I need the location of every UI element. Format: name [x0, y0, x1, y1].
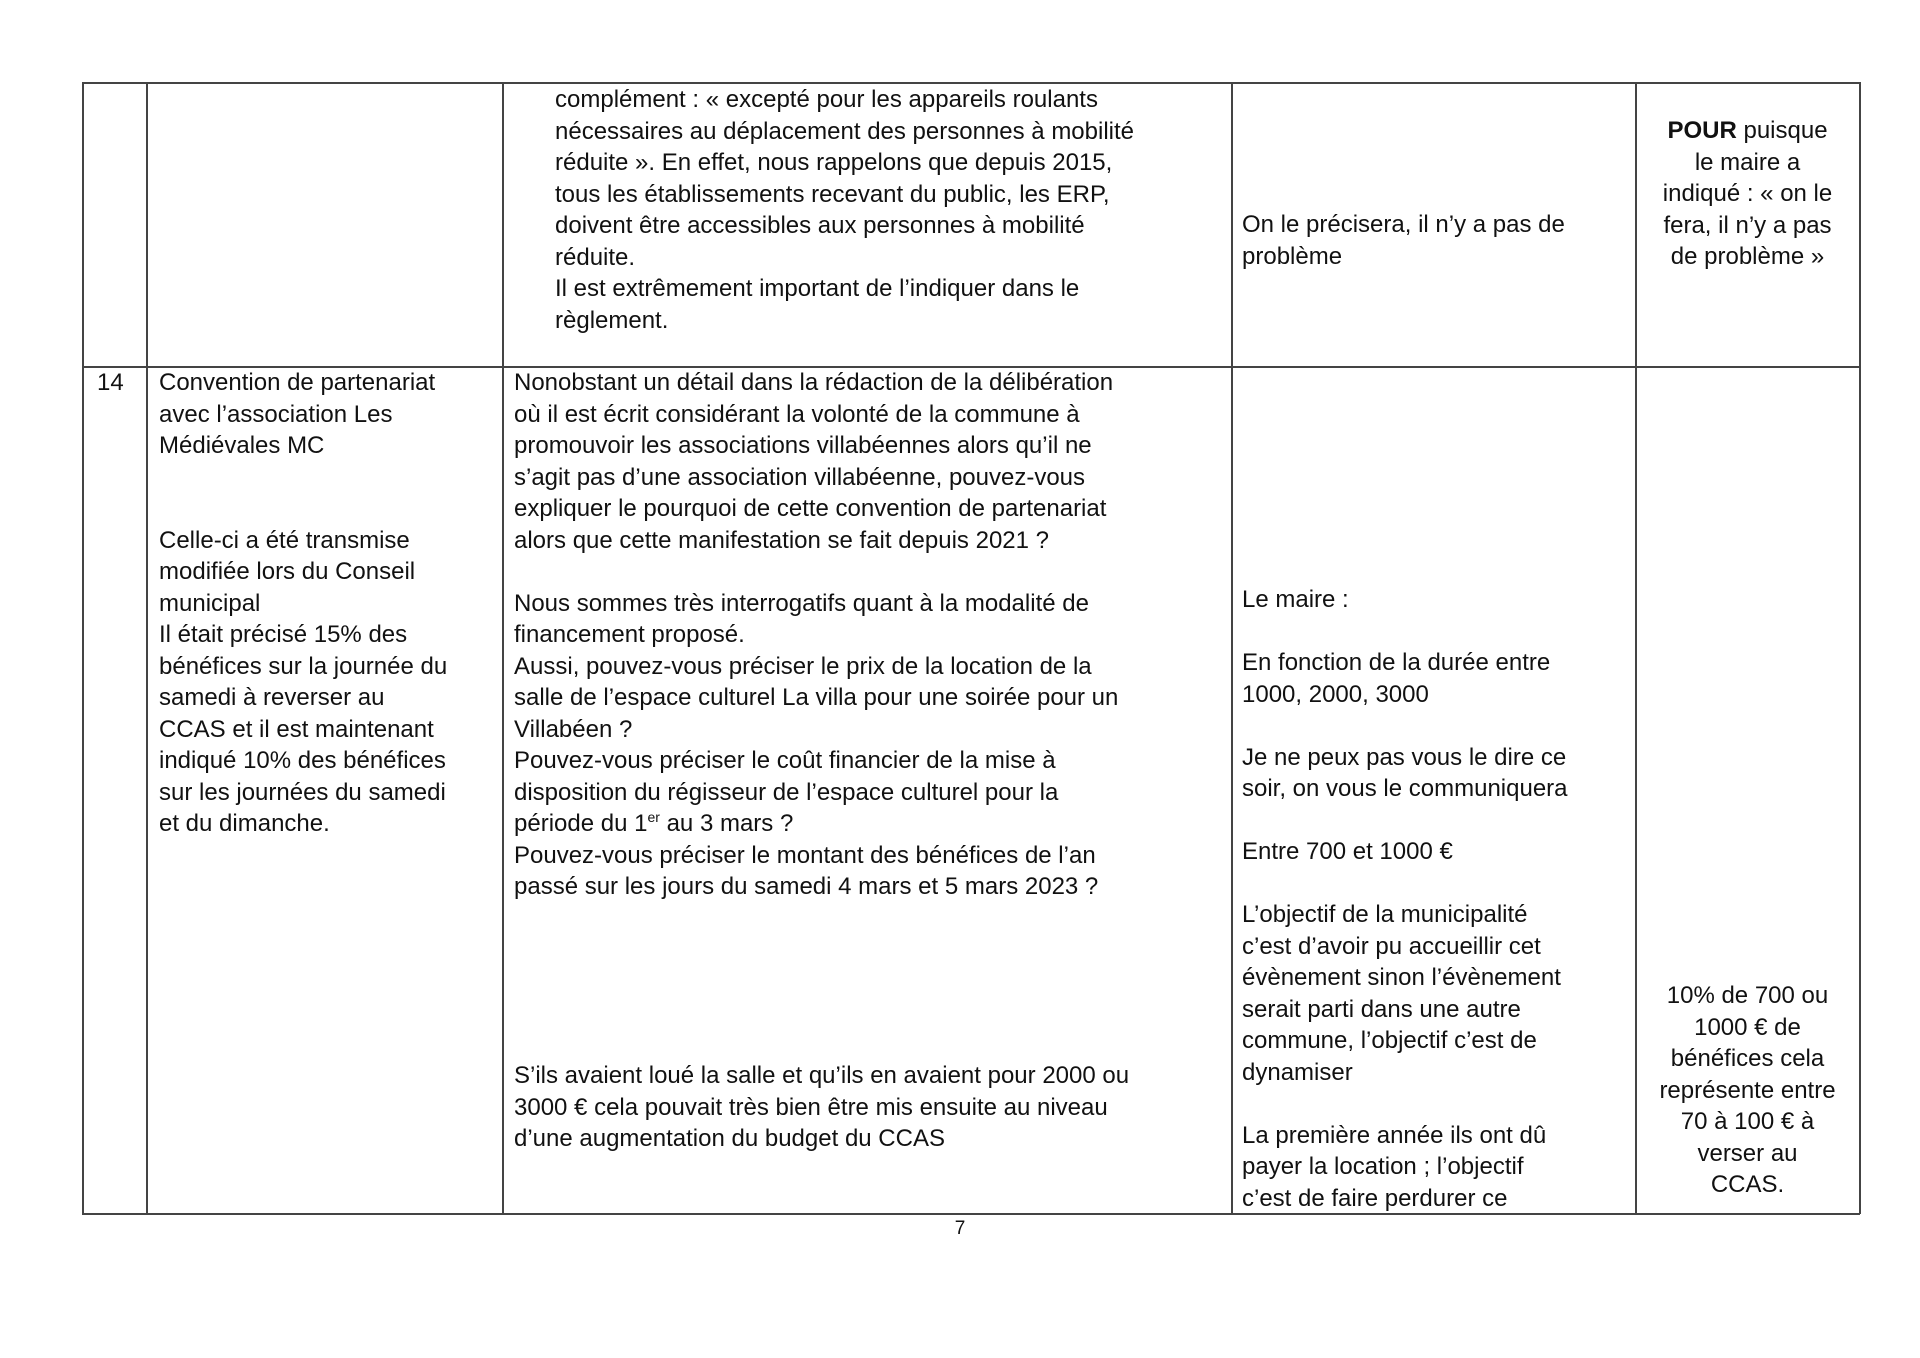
page-number: 7 — [954, 1218, 966, 1239]
text-line: dynamiser — [1242, 1058, 1353, 1086]
text-line: et du dimanche. — [159, 810, 330, 837]
text-line: Nonobstant un détail dans la rédaction de la délibération — [514, 369, 1114, 396]
text-line: Le maire : — [1242, 586, 1349, 613]
text-line: serait parti dans une autre — [1242, 995, 1521, 1023]
continuation-vote-cell — [1635, 115, 1860, 273]
text-line: bénéfices sur la journée du — [159, 652, 448, 680]
text-line: Je ne peux pas vous le dire ce — [1242, 743, 1567, 771]
vote-cell — [1635, 980, 1860, 1201]
text-line: complément : « excepté pour les appareils roulants — [555, 86, 1098, 113]
text-line: L’objectif de la municipalité — [1242, 901, 1528, 928]
text-line: alors que cette manifestation se fait depuis 2021 ? — [514, 526, 1050, 554]
text-line: Entre 700 et 1000 € — [1242, 838, 1453, 865]
text-line: évènement sinon l’évènement — [1242, 964, 1561, 991]
text-line: 1000 € de — [1694, 1013, 1801, 1041]
text-line: 10% de 700 ou — [1666, 982, 1829, 1009]
text-line: verser au — [1697, 1139, 1798, 1167]
text-line — [1242, 1088, 1568, 1120]
text-line: problème — [1242, 242, 1343, 270]
text-line: indiqué 10% des bénéfices — [159, 747, 446, 774]
text-line: avec l’association Les — [159, 400, 393, 428]
text-line — [1242, 868, 1568, 900]
text-line: modifiée lors du Conseil — [159, 558, 416, 585]
text-line: CCAS et il est maintenant — [159, 715, 434, 743]
text-line: réduite. — [555, 243, 636, 271]
text-line: nécessaires au déplacement des personnes à mobilité — [555, 117, 1135, 145]
vote-text: puisque — [1736, 117, 1828, 144]
text-line: c’est de faire perdurer ce — [1242, 1184, 1508, 1212]
col-line — [1231, 82, 1233, 1214]
text-line — [514, 966, 1129, 998]
subject-cell — [159, 367, 447, 840]
text-line: soir, on vous le communiquera — [1242, 775, 1568, 802]
text-line: expliquer le pourquoi de cette convention de partenariat — [514, 495, 1107, 522]
text-line: période du 1er au 3 mars ? — [514, 809, 794, 837]
text-line: Celle-ci a été transmise — [159, 526, 410, 554]
text-line: 3000 € cela pouvait très bien être mis ensuite au niveau — [514, 1093, 1108, 1121]
table-border-bottom — [82, 1213, 1860, 1215]
text-line — [1242, 616, 1568, 648]
text-line: 1000, 2000, 3000 — [1242, 680, 1429, 708]
col-line — [82, 82, 84, 1214]
text-line — [159, 462, 447, 494]
row-number: 14 — [97, 369, 124, 396]
text-line: tous les établissements recevant du public, les ERP, — [555, 180, 1110, 208]
text-line: Médiévales MC — [159, 432, 325, 459]
text-line: le maire a — [1694, 148, 1801, 176]
text-line — [514, 556, 1129, 588]
text-line: de problème » — [1670, 243, 1825, 270]
continuation-question-cell — [555, 84, 1134, 336]
text-line: 70 à 100 € à — [1680, 1108, 1815, 1135]
text-line: disposition du régisseur de l’espace culturel pour la — [514, 778, 1059, 806]
text-line: sur les journées du samedi — [159, 778, 446, 806]
text-line: On le précisera, il n’y a pas de — [1242, 211, 1565, 238]
text-line: promouvoir les associations villabéennes alors qu’il ne — [514, 432, 1092, 459]
text-line: CCAS. — [1710, 1171, 1785, 1198]
question-cell — [514, 367, 1129, 1155]
text-line — [514, 997, 1129, 1029]
vote-first-line — [1635, 115, 1860, 147]
text-line: payer la location ; l’objectif — [1242, 1153, 1524, 1180]
text-line: bénéfices cela — [1670, 1045, 1825, 1072]
text-line: Pouvez-vous préciser le coût financier de la mise à — [514, 747, 1056, 774]
text-line: doivent être accessibles aux personnes à mobilité — [555, 212, 1085, 239]
text-line: Il est extrêmement important de l’indiquer dans le — [555, 275, 1080, 302]
text-line: règlement. — [555, 306, 669, 334]
text-line: Villabéen ? — [514, 715, 633, 743]
col-line — [502, 82, 504, 1214]
text-line: municipal — [159, 589, 261, 617]
text-line: Pouvez-vous préciser le montant des bénéfices de l’an — [514, 841, 1096, 869]
text-line: salle de l’espace culturel La villa pour une soirée pour un — [514, 684, 1119, 711]
text-line: d’une augmentation du budget du CCAS — [514, 1125, 945, 1152]
text-line: réduite ». En effet, nous rappelons que depuis 2015, — [555, 149, 1113, 176]
text-line: fera, il n’y a pas — [1663, 211, 1832, 239]
text-line — [1242, 805, 1568, 837]
text-line — [514, 1029, 1129, 1061]
text-line: représente entre — [1659, 1076, 1836, 1104]
continuation-answer-cell — [1242, 209, 1565, 272]
text-line — [514, 934, 1129, 966]
text-line: Il était précisé 15% des — [159, 621, 408, 648]
text-line: La première année ils ont dû — [1242, 1121, 1547, 1149]
col-line — [146, 82, 148, 1214]
text-line: Nous sommes très interrogatifs quant à la modalité de — [514, 589, 1089, 617]
text-line: Convention de partenariat — [159, 369, 436, 396]
text-line — [514, 903, 1129, 935]
text-line — [1242, 710, 1568, 742]
text-line: indiqué : « on le — [1662, 180, 1833, 207]
text-line — [159, 493, 447, 525]
text-line: s’agit pas d’une association villabéenne, pouvez-vous — [514, 463, 1086, 491]
text-line: En fonction de la durée entre — [1242, 649, 1551, 676]
text-line: Aussi, pouvez-vous préciser le prix de la location de la — [514, 652, 1092, 680]
text-line: S’ils avaient loué la salle et qu’ils en avaient pour 2000 ou — [514, 1062, 1130, 1089]
text-line: financement proposé. — [514, 621, 745, 648]
text-line: samedi à reverser au — [159, 684, 385, 711]
vote-pour: POUR — [1667, 117, 1737, 144]
text-line: passé sur les jours du samedi 4 mars et 5 mars 2023 ? — [514, 873, 1099, 900]
answer-cell — [1242, 584, 1568, 1214]
text-line: c’est d’avoir pu accueillir cet — [1242, 932, 1541, 960]
text-line: où il est écrit considérant la volonté de la commune à — [514, 400, 1080, 428]
vote-lines — [1635, 147, 1860, 273]
text-line: commune, l’objectif c’est de — [1242, 1027, 1537, 1054]
